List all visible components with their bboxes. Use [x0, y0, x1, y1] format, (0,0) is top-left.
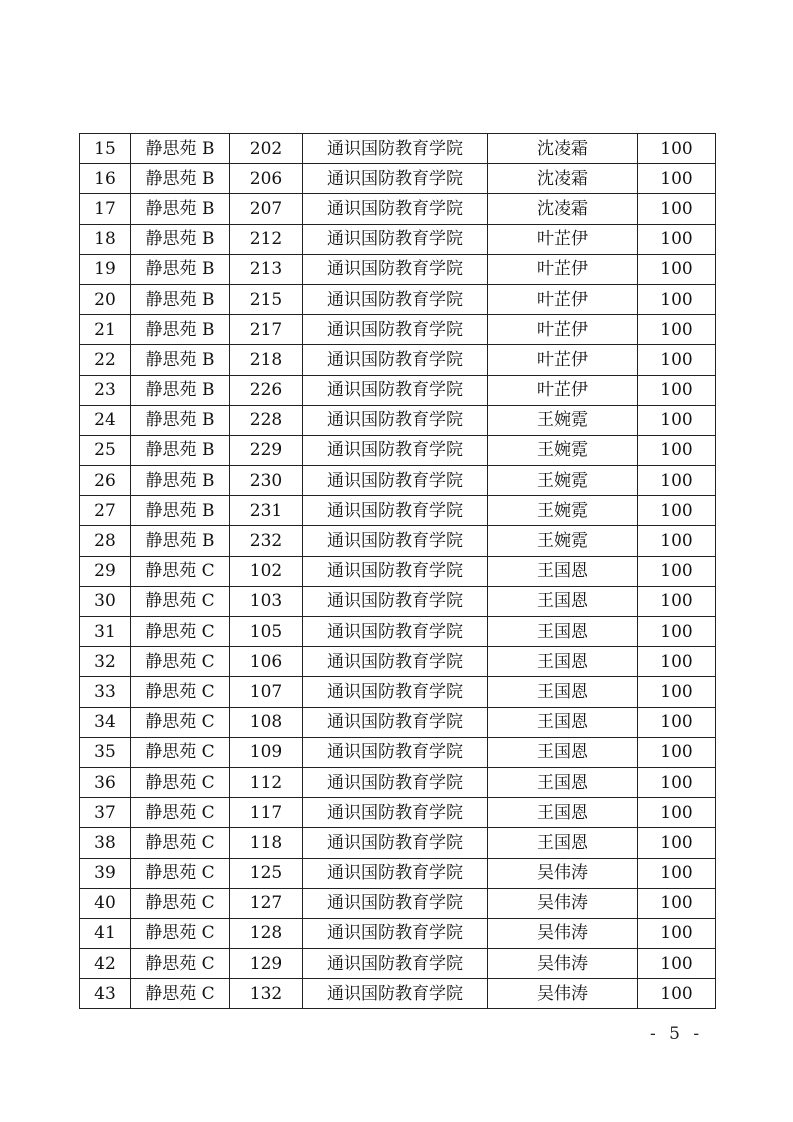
building-cell: 静思苑 C — [131, 586, 230, 616]
building-cell: 静思苑 B — [131, 496, 230, 526]
table-row — [80, 798, 716, 828]
teacher-cell: 王婉霓 — [488, 466, 638, 496]
college-cell: 通识国防教育学院 — [303, 284, 488, 314]
room-number-cell: 230 — [230, 466, 303, 496]
building-cell: 静思苑 B — [131, 194, 230, 224]
college-cell: 通识国防教育学院 — [303, 556, 488, 586]
table-row — [80, 435, 716, 465]
score-cell: 100 — [638, 375, 716, 405]
college-cell: 通识国防教育学院 — [303, 194, 488, 224]
score-cell: 100 — [638, 466, 716, 496]
table-row — [80, 164, 716, 194]
room-number-cell: 102 — [230, 556, 303, 586]
room-number-cell: 202 — [230, 134, 303, 164]
table-row — [80, 828, 716, 858]
teacher-cell: 王国恩 — [488, 767, 638, 797]
teacher-cell: 沈凌霜 — [488, 194, 638, 224]
college-cell: 通识国防教育学院 — [303, 798, 488, 828]
score-cell: 100 — [638, 315, 716, 345]
room-number-cell: 107 — [230, 677, 303, 707]
building-cell: 静思苑 B — [131, 254, 230, 284]
table-row — [80, 284, 716, 314]
seq-cell: 19 — [80, 254, 131, 284]
room-number-cell: 228 — [230, 405, 303, 435]
seq-cell: 21 — [80, 315, 131, 345]
teacher-cell: 王国恩 — [488, 556, 638, 586]
building-cell: 静思苑 B — [131, 466, 230, 496]
building-cell: 静思苑 B — [131, 526, 230, 556]
college-cell: 通识国防教育学院 — [303, 164, 488, 194]
table-row — [80, 224, 716, 254]
room-number-cell: 213 — [230, 254, 303, 284]
room-number-cell: 109 — [230, 737, 303, 767]
score-cell: 100 — [638, 284, 716, 314]
room-number-cell: 129 — [230, 949, 303, 979]
college-cell: 通识国防教育学院 — [303, 647, 488, 677]
seq-cell: 28 — [80, 526, 131, 556]
score-cell: 100 — [638, 164, 716, 194]
building-cell: 静思苑 C — [131, 918, 230, 948]
building-cell: 静思苑 C — [131, 949, 230, 979]
teacher-cell: 王婉霓 — [488, 496, 638, 526]
seq-cell: 22 — [80, 345, 131, 375]
score-cell: 100 — [638, 435, 716, 465]
room-number-cell: 118 — [230, 828, 303, 858]
teacher-cell: 王国恩 — [488, 617, 638, 647]
seq-cell: 39 — [80, 858, 131, 888]
room-number-cell: 207 — [230, 194, 303, 224]
teacher-cell: 王国恩 — [488, 647, 638, 677]
table-row — [80, 315, 716, 345]
seq-cell: 18 — [80, 224, 131, 254]
seq-cell: 26 — [80, 466, 131, 496]
building-cell: 静思苑 B — [131, 164, 230, 194]
college-cell: 通识国防教育学院 — [303, 767, 488, 797]
table-row — [80, 858, 716, 888]
score-cell: 100 — [638, 345, 716, 375]
table-row — [80, 677, 716, 707]
table-row — [80, 918, 716, 948]
building-cell: 静思苑 C — [131, 707, 230, 737]
seq-cell: 17 — [80, 194, 131, 224]
table-row — [80, 586, 716, 616]
table-row — [80, 979, 716, 1009]
building-cell: 静思苑 B — [131, 284, 230, 314]
teacher-cell: 王婉霓 — [488, 435, 638, 465]
building-cell: 静思苑 B — [131, 224, 230, 254]
table-row — [80, 737, 716, 767]
table-row — [80, 647, 716, 677]
building-cell: 静思苑 C — [131, 737, 230, 767]
college-cell: 通识国防教育学院 — [303, 677, 488, 707]
table-row — [80, 405, 716, 435]
college-cell: 通识国防教育学院 — [303, 586, 488, 616]
table-row — [80, 617, 716, 647]
seq-cell: 27 — [80, 496, 131, 526]
teacher-cell: 叶芷伊 — [488, 345, 638, 375]
seq-cell: 34 — [80, 707, 131, 737]
room-number-cell: 108 — [230, 707, 303, 737]
score-cell: 100 — [638, 767, 716, 797]
teacher-cell: 叶芷伊 — [488, 315, 638, 345]
room-number-cell: 212 — [230, 224, 303, 254]
table-row — [80, 254, 716, 284]
room-number-cell: 117 — [230, 798, 303, 828]
room-number-cell: 128 — [230, 918, 303, 948]
college-cell: 通识国防教育学院 — [303, 254, 488, 284]
score-cell: 100 — [638, 828, 716, 858]
seq-cell: 36 — [80, 767, 131, 797]
building-cell: 静思苑 C — [131, 767, 230, 797]
building-cell: 静思苑 B — [131, 315, 230, 345]
seq-cell: 33 — [80, 677, 131, 707]
score-cell: 100 — [638, 707, 716, 737]
page-number: - 5 - — [650, 1024, 704, 1044]
college-cell: 通识国防教育学院 — [303, 979, 488, 1009]
teacher-cell: 王婉霓 — [488, 405, 638, 435]
teacher-cell: 吴伟涛 — [488, 888, 638, 918]
teacher-cell: 吴伟涛 — [488, 918, 638, 948]
room-number-cell: 132 — [230, 979, 303, 1009]
college-cell: 通识国防教育学院 — [303, 707, 488, 737]
table-row — [80, 949, 716, 979]
table-row — [80, 375, 716, 405]
table-row — [80, 466, 716, 496]
room-number-cell: 112 — [230, 767, 303, 797]
score-cell: 100 — [638, 254, 716, 284]
room-number-cell: 218 — [230, 345, 303, 375]
college-cell: 通识国防教育学院 — [303, 617, 488, 647]
score-cell: 100 — [638, 888, 716, 918]
score-cell: 100 — [638, 737, 716, 767]
seq-cell: 42 — [80, 949, 131, 979]
seq-cell: 29 — [80, 556, 131, 586]
teacher-cell: 王国恩 — [488, 737, 638, 767]
teacher-cell: 王国恩 — [488, 677, 638, 707]
teacher-cell: 叶芷伊 — [488, 224, 638, 254]
seq-cell: 16 — [80, 164, 131, 194]
score-cell: 100 — [638, 405, 716, 435]
college-cell: 通识国防教育学院 — [303, 345, 488, 375]
table-row — [80, 888, 716, 918]
dorm-inspection-table — [79, 133, 716, 1009]
seq-cell: 20 — [80, 284, 131, 314]
score-cell: 100 — [638, 677, 716, 707]
table-row — [80, 496, 716, 526]
college-cell: 通识国防教育学院 — [303, 737, 488, 767]
building-cell: 静思苑 C — [131, 858, 230, 888]
seq-cell: 15 — [80, 134, 131, 164]
room-number-cell: 229 — [230, 435, 303, 465]
room-number-cell: 103 — [230, 586, 303, 616]
teacher-cell: 叶芷伊 — [488, 284, 638, 314]
building-cell: 静思苑 C — [131, 828, 230, 858]
teacher-cell: 沈凌霜 — [488, 164, 638, 194]
teacher-cell: 叶芷伊 — [488, 375, 638, 405]
building-cell: 静思苑 B — [131, 375, 230, 405]
score-cell: 100 — [638, 194, 716, 224]
table-row — [80, 134, 716, 164]
seq-cell: 43 — [80, 979, 131, 1009]
college-cell: 通识国防教育学院 — [303, 949, 488, 979]
seq-cell: 23 — [80, 375, 131, 405]
score-cell: 100 — [638, 617, 716, 647]
table-row — [80, 345, 716, 375]
building-cell: 静思苑 B — [131, 435, 230, 465]
college-cell: 通识国防教育学院 — [303, 888, 488, 918]
room-number-cell: 106 — [230, 647, 303, 677]
building-cell: 静思苑 C — [131, 798, 230, 828]
teacher-cell: 吴伟涛 — [488, 949, 638, 979]
table-body — [80, 134, 716, 1009]
seq-cell: 41 — [80, 918, 131, 948]
score-cell: 100 — [638, 647, 716, 677]
seq-cell: 30 — [80, 586, 131, 616]
teacher-cell: 沈凌霜 — [488, 134, 638, 164]
college-cell: 通识国防教育学院 — [303, 134, 488, 164]
building-cell: 静思苑 C — [131, 647, 230, 677]
room-number-cell: 231 — [230, 496, 303, 526]
score-cell: 100 — [638, 586, 716, 616]
score-cell: 100 — [638, 526, 716, 556]
seq-cell: 31 — [80, 617, 131, 647]
room-number-cell: 127 — [230, 888, 303, 918]
college-cell: 通识国防教育学院 — [303, 918, 488, 948]
room-number-cell: 206 — [230, 164, 303, 194]
teacher-cell: 王婉霓 — [488, 526, 638, 556]
seq-cell: 25 — [80, 435, 131, 465]
table-row — [80, 707, 716, 737]
room-number-cell: 215 — [230, 284, 303, 314]
score-cell: 100 — [638, 496, 716, 526]
seq-cell: 37 — [80, 798, 131, 828]
table-row — [80, 767, 716, 797]
room-number-cell: 232 — [230, 526, 303, 556]
college-cell: 通识国防教育学院 — [303, 224, 488, 254]
seq-cell: 24 — [80, 405, 131, 435]
college-cell: 通识国防教育学院 — [303, 405, 488, 435]
room-number-cell: 217 — [230, 315, 303, 345]
table-row — [80, 556, 716, 586]
room-number-cell: 226 — [230, 375, 303, 405]
room-number-cell: 125 — [230, 858, 303, 888]
teacher-cell: 王国恩 — [488, 707, 638, 737]
college-cell: 通识国防教育学院 — [303, 315, 488, 345]
table-row — [80, 526, 716, 556]
teacher-cell: 叶芷伊 — [488, 254, 638, 284]
building-cell: 静思苑 B — [131, 345, 230, 375]
teacher-cell: 吴伟涛 — [488, 979, 638, 1009]
score-cell: 100 — [638, 556, 716, 586]
building-cell: 静思苑 C — [131, 979, 230, 1009]
building-cell: 静思苑 B — [131, 405, 230, 435]
score-cell: 100 — [638, 858, 716, 888]
college-cell: 通识国防教育学院 — [303, 435, 488, 465]
building-cell: 静思苑 B — [131, 134, 230, 164]
score-cell: 100 — [638, 979, 716, 1009]
college-cell: 通识国防教育学院 — [303, 526, 488, 556]
teacher-cell: 王国恩 — [488, 586, 638, 616]
college-cell: 通识国防教育学院 — [303, 375, 488, 405]
teacher-cell: 王国恩 — [488, 798, 638, 828]
building-cell: 静思苑 C — [131, 677, 230, 707]
seq-cell: 40 — [80, 888, 131, 918]
table-row — [80, 194, 716, 224]
score-cell: 100 — [638, 918, 716, 948]
score-cell: 100 — [638, 224, 716, 254]
room-number-cell: 105 — [230, 617, 303, 647]
building-cell: 静思苑 C — [131, 556, 230, 586]
building-cell: 静思苑 C — [131, 617, 230, 647]
college-cell: 通识国防教育学院 — [303, 858, 488, 888]
teacher-cell: 王国恩 — [488, 828, 638, 858]
score-cell: 100 — [638, 134, 716, 164]
building-cell: 静思苑 C — [131, 888, 230, 918]
college-cell: 通识国防教育学院 — [303, 466, 488, 496]
teacher-cell: 吴伟涛 — [488, 858, 638, 888]
college-cell: 通识国防教育学院 — [303, 496, 488, 526]
seq-cell: 32 — [80, 647, 131, 677]
score-cell: 100 — [638, 949, 716, 979]
college-cell: 通识国防教育学院 — [303, 828, 488, 858]
seq-cell: 35 — [80, 737, 131, 767]
seq-cell: 38 — [80, 828, 131, 858]
score-cell: 100 — [638, 798, 716, 828]
